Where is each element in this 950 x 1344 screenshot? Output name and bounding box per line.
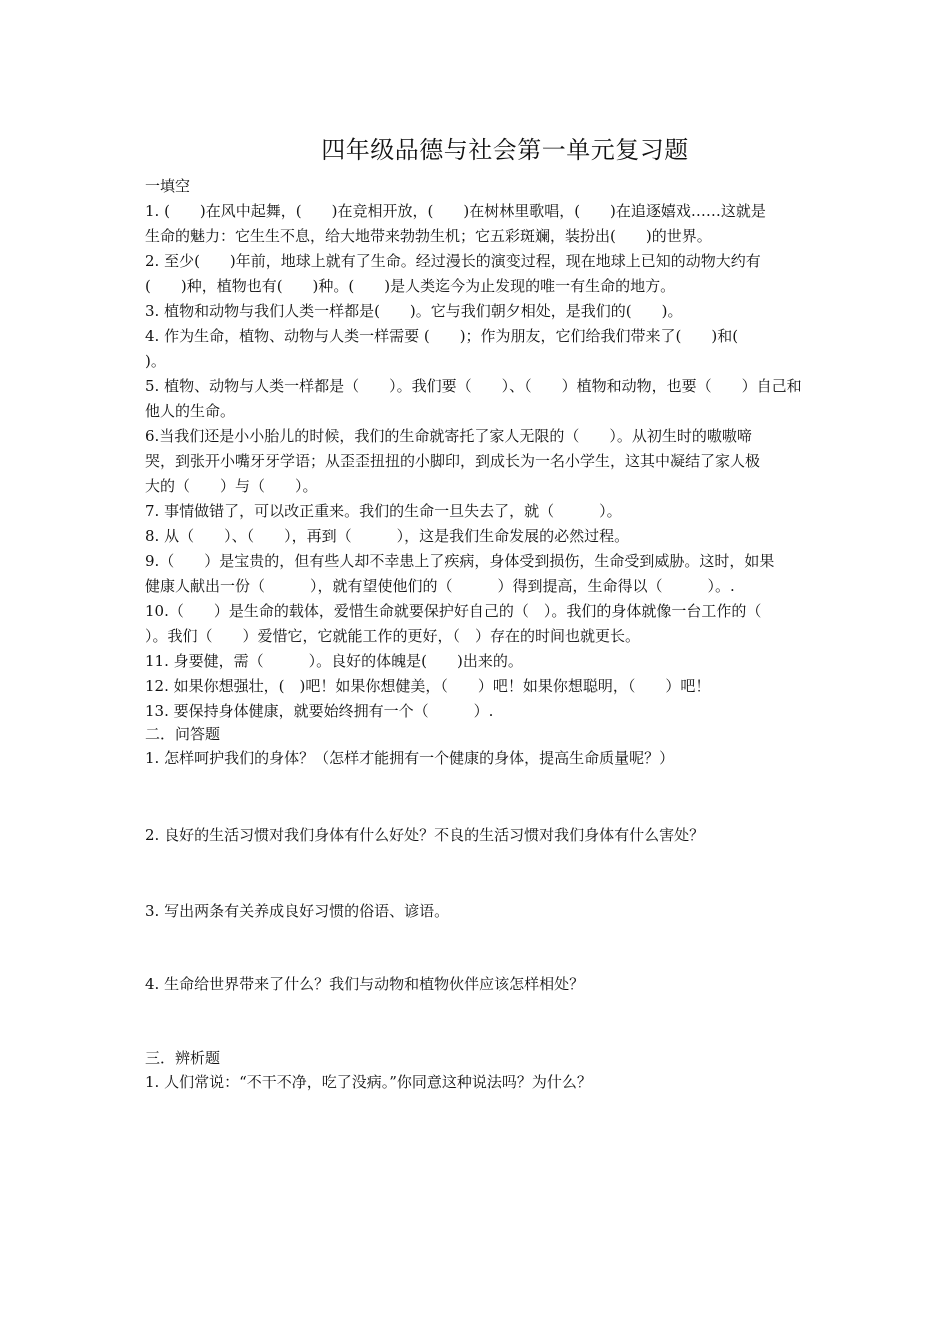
qa-question: 1. 怎样呵护我们的身体？（怎样才能拥有一个健康的身体，提高生命质量呢？） xyxy=(145,749,675,767)
analysis-question: 1. 人们常说：“不干不净，吃了没病。”你同意这种说法吗？为什么？ xyxy=(145,1073,592,1091)
section-heading-qa: 二．问答题 xyxy=(145,725,221,743)
fill-blank-line: ( )种，植物也有( )种。( )是人类迄今为止发现的唯一有生命的地方。 xyxy=(145,277,676,295)
fill-blank-line: 6.当我们还是小小胎儿的时候，我们的生命就寄托了家人无限的（ ）。从初生时的嗷嗷啼 xyxy=(145,427,752,445)
fill-blank-line: 13. 要保持身体健康，就要始终拥有一个（ ）. xyxy=(145,702,494,720)
fill-blank-line: 他人的生命。 xyxy=(145,402,236,420)
fill-blank-line: 7. 事情做错了，可以改正重来。我们的生命一旦失去了，就（ ）。 xyxy=(145,502,622,520)
qa-question: 3. 写出两条有关养成良好习惯的俗语、谚语。 xyxy=(145,902,450,920)
fill-blank-line: 12. 如果你想强壮，( )吧！如果你想健美，（ ）吧！如果你想聪明，（ ）吧！ xyxy=(145,677,711,695)
fill-blank-line: 8. 从（ ）、（ ），再到（ ），这是我们生命发展的必然过程。 xyxy=(145,527,630,545)
section-heading-fill-blank: 一填空 xyxy=(145,177,191,195)
fill-blank-line: 健康人献出一份（ ），就有望使他们的（ ）得到提高，生命得以（ ）。. xyxy=(145,577,735,595)
fill-blank-line: 2. 至少( )年前，地球上就有了生命。经过漫长的演变过程，现在地球上已知的动物大约有 xyxy=(145,252,761,270)
fill-blank-line: )。 xyxy=(145,352,166,370)
fill-blank-line: 5. 植物、动物与人类一样都是（ ）。我们要（ ）、（ ）植物和动物，也要（ ）自己和 xyxy=(145,377,802,395)
fill-blank-line: ）。我们（ ）爱惜它，它就能工作的更好，（ ）存在的时间也就更长。 xyxy=(145,627,641,645)
fill-blank-line: 10.（ ）是生命的载体，爱惜生命就要保护好自己的（ ）。我们的身体就像一台工作的（ xyxy=(145,602,762,620)
section-heading-analysis: 三．辨析题 xyxy=(145,1049,221,1067)
fill-blank-line: 11. 身要健，需（ ）。良好的体魄是( )出来的。 xyxy=(145,652,523,670)
fill-blank-line: 1. ( )在风中起舞，( )在竞相开放，( )在树林里歌唱，( )在追逐嬉戏……这就是 xyxy=(145,202,766,220)
fill-blank-line: 3. 植物和动物与我们人类一样都是( )。它与我们朝夕相处，是我们的( )。 xyxy=(145,302,683,320)
qa-question: 4. 生命给世界带来了什么？我们与动物和植物伙伴应该怎样相处？ xyxy=(145,975,585,993)
fill-blank-line: 生命的魅力：它生生不息，给大地带来勃勃生机；它五彩斑斓，装扮出( )的世界。 xyxy=(145,227,712,245)
fill-blank-line: 9.（ ）是宝贵的，但有些人却不幸患上了疾病，身体受到损伤，生命受到威胁。这时，如果 xyxy=(145,552,775,570)
qa-question: 2. 良好的生活习惯对我们身体有什么好处？不良的生活习惯对我们身体有什么害处？ xyxy=(145,826,705,844)
fill-blank-line: 大的（ ）与（ ）。 xyxy=(145,477,318,495)
fill-blank-line: 哭，到张开小嘴牙牙学语；从歪歪扭扭的小脚印，到成长为一名小学生，这其中凝结了家人极 xyxy=(145,452,761,470)
fill-blank-line: 4. 作为生命，植物、动物与人类一样需要 ( )；作为朋友，它们给我们带来了( )和( xyxy=(145,327,739,345)
document-title: 四年级品德与社会第一单元复习题 xyxy=(321,136,689,164)
